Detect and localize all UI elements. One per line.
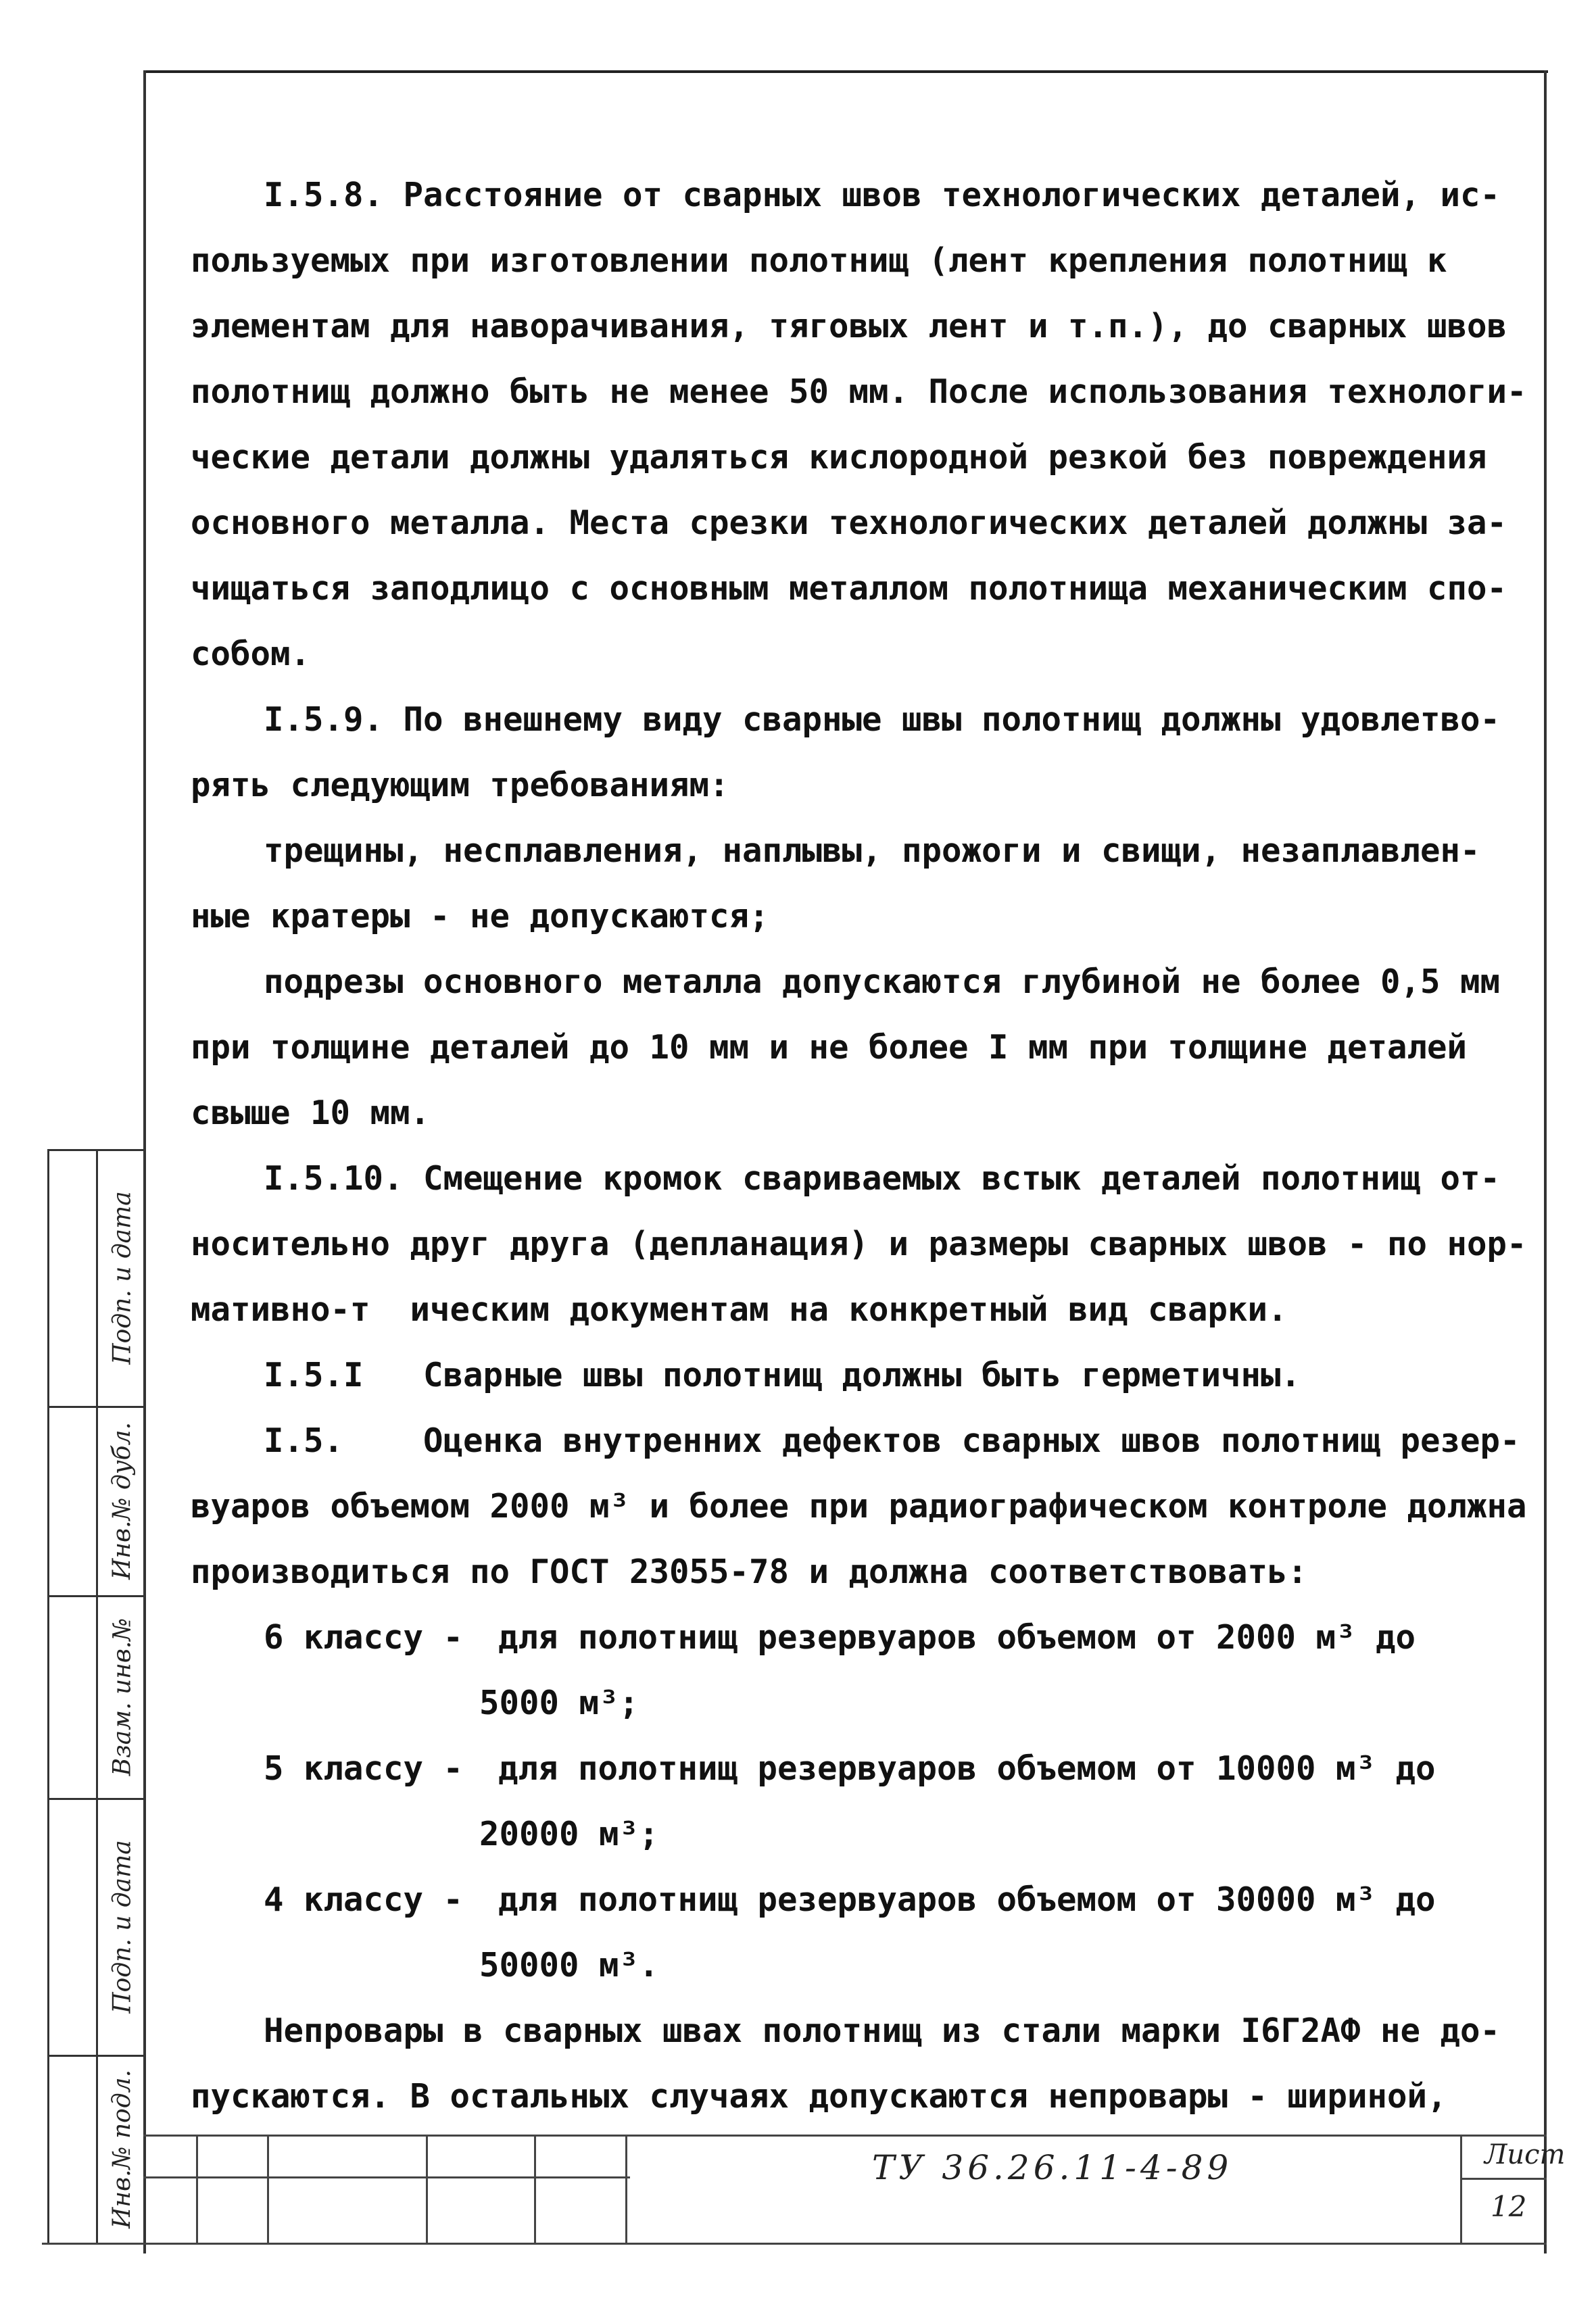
paragraph-cracks [191,818,1516,949]
strip-label-sign-date-2: Подп. и дата [108,1839,137,2014]
paragraph-1-5-12 [191,1408,1527,1605]
text-line: вуаров объемом 2000 м³ и более при радиографическом контроле должна [191,1487,1527,1526]
sheet-number: 12 [1491,2190,1527,2223]
text-line: чищаться заподлицо с основным металлом полотнища механическим спо- [191,569,1507,608]
text-line: Непровары в сварных швах полотнищ из стали марки I6Г2АФ не до- [264,2012,1501,2050]
paragraph-1-5-11 [191,1342,1516,1408]
text-line: собом. [191,635,311,673]
frame-top [143,70,1548,73]
title-block-line [534,2135,536,2243]
paragraph-1-5-9 [191,687,1516,818]
paragraph-undercuts [191,949,1516,1146]
strip-divider [96,1149,98,2243]
text-line: мативно-т ическим документам на конкретный вид сварки. [191,1290,1288,1329]
strip-label-dup-inv: Инв.№ дубл. [108,1421,137,1580]
text-line: носительно друг друга (депланация) и размеры сварных швов - по нор- [191,1225,1527,1263]
strip-label-sign-date: Подп. и дата [108,1190,137,1365]
title-block-line [267,2135,269,2243]
class-text: для полотнищ резервуаров объемом от 2000 м³ до [498,1618,1416,1657]
frame-bottom [42,2243,1547,2245]
text-line: элементам для наворачивания, тяговых лент и т.п.), до сварных швов [191,307,1507,345]
sheet-label: Лист [1484,2139,1566,2170]
class-number: 5 классу - [264,1749,464,1788]
class-text: для полотнищ резервуаров объемом от 10000 м³ до [498,1749,1436,1788]
text-line: I.5. Оценка внутренних дефектов сварных швов полотнищ резер- [264,1421,1520,1460]
text-line: основного металла. Места срезки технологических деталей должны за- [191,504,1507,542]
frame-right [1544,70,1547,2253]
page-body [191,162,1527,2129]
text-line: I.5.8. Расстояние от сварных швов технологических деталей, ис- [264,176,1501,214]
class-number: 6 классу - [264,1618,464,1657]
title-block-line [143,2135,1547,2137]
class-text-cont: 20000 м³; [479,1815,659,1853]
text-line: трещины, несплавления, наплывы, прожоги и свищи, незаплавлен- [264,831,1480,870]
text-line: производиться по ГОСТ 23055-78 и должна соответствовать: [191,1553,1308,1591]
class-text-cont: 50000 м³. [479,1946,659,1984]
binding-strip [47,1149,146,2243]
text-line: рять следующим требованиям: [191,766,729,804]
title-block-line [426,2135,428,2243]
strip-label-orig-inv: Инв.№ подл. [108,2069,137,2228]
text-line: при толщине деталей до 10 мм и не более I мм при толщине деталей [191,1028,1468,1067]
text-line: пользуемых при изготовлении полотнищ (лент крепления полотнищ к [191,241,1447,280]
text-line: полотнищ должно быть не менее 50 мм. После использования технологи- [191,372,1527,411]
paragraph-1-5-8 [191,162,1527,687]
title-block-line [1460,2178,1547,2180]
text-line: ные кратеры - не допускаются; [191,897,769,935]
document-code: ТУ 36.26.11-4-89 [872,2148,1233,2187]
text-line: ческие детали должны удаляться кислородной резкой без повреждения [191,438,1487,477]
text-line: свыше 10 мм. [191,1094,431,1132]
title-block-line [1460,2135,1462,2243]
title-block-line [196,2135,198,2243]
text-line: I.5.9. По внешнему виду сварные швы полотнищ должны удовлетво- [264,700,1501,739]
class-text-cont: 5000 м³; [479,1684,639,1722]
class-item [191,1605,1516,1736]
text-line: I.5.10. Смещение кромок свариваемых встык деталей полотнищ от- [264,1159,1501,1198]
class-item [191,1867,1516,1998]
text-line: пускаются. В остальных случаях допускаются непровары - шириной, [191,2077,1447,2116]
class-text: для полотнищ резервуаров объемом от 30000 м³ до [498,1880,1436,1919]
title-block-line [143,2176,630,2178]
strip-label-replace-inv: Взам. инв.№ [108,1617,137,1776]
text-line: подрезы основного металла допускаются глубиной не более 0,5 мм [264,962,1501,1001]
paragraph-1-5-10 [191,1146,1527,1342]
title-block-line [625,2135,627,2243]
paragraph-lack-of-fusion [191,1998,1516,2129]
class-item [191,1736,1516,1867]
text-line: I.5.I Сварные швы полотнищ должны быть герметичны. [264,1356,1301,1394]
class-number: 4 классу - [264,1880,464,1919]
